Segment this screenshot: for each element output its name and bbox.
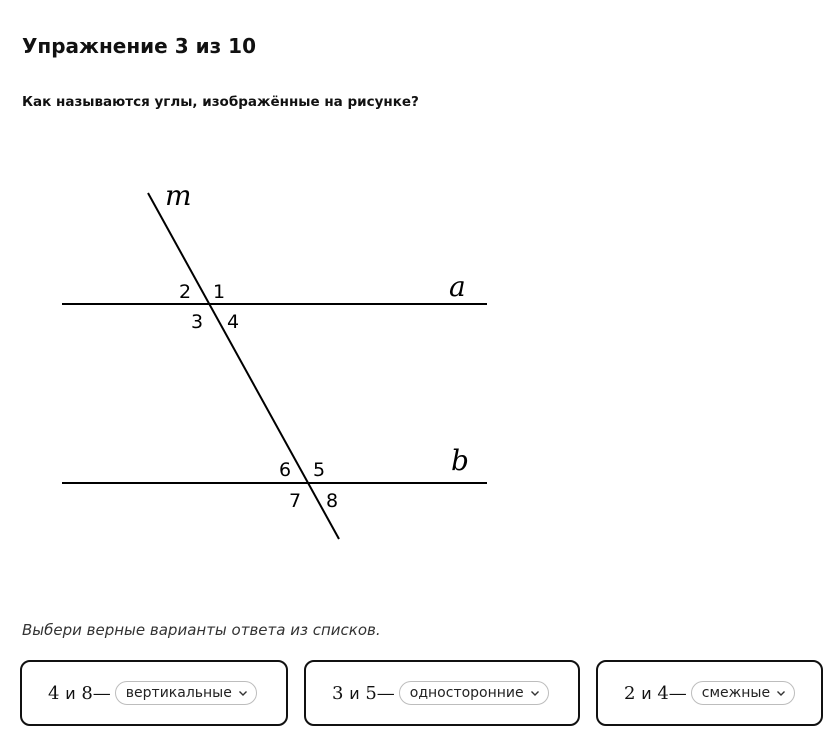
transversal-m <box>148 193 339 539</box>
angle-number: 8 <box>81 682 93 704</box>
dash: — <box>668 682 687 704</box>
angle-label-4: 4 <box>227 311 240 333</box>
chevron-down-icon <box>238 688 248 698</box>
answer-select-3[interactable] <box>691 681 795 705</box>
chevron-down-icon <box>776 688 786 698</box>
selected-value: вертикальные <box>125 685 232 701</box>
answer-card-1 <box>20 660 288 726</box>
angle-label-2: 2 <box>179 281 192 303</box>
dash: — <box>92 682 111 704</box>
label-a: a <box>449 270 466 303</box>
dash: — <box>376 682 395 704</box>
conjunction: и <box>65 683 76 703</box>
selected-value: смежные <box>701 685 771 701</box>
angle-label-1: 1 <box>213 281 226 303</box>
conjunction: и <box>349 683 360 703</box>
answer-select-1[interactable] <box>115 681 257 705</box>
exercise-title: Упражнение 3 из 10 <box>22 34 257 58</box>
angle-number: 4 <box>657 682 669 704</box>
chevron-down-icon <box>530 688 540 698</box>
angle-label-5: 5 <box>313 459 326 481</box>
answer-select-2[interactable] <box>399 681 549 705</box>
answer-card-2 <box>304 660 580 726</box>
angle-label-3: 3 <box>191 311 204 333</box>
answer-pair-label <box>48 683 111 704</box>
angle-number: 2 <box>624 682 636 704</box>
angle-label-8: 8 <box>326 490 339 512</box>
answer-pair-label <box>332 683 395 704</box>
angle-number: 3 <box>332 682 344 704</box>
answer-pair-label <box>624 683 687 704</box>
angle-label-7: 7 <box>289 490 302 512</box>
selected-value: односторонние <box>409 685 524 701</box>
angle-number: 4 <box>48 682 60 704</box>
conjunction: и <box>641 683 652 703</box>
label-b: b <box>451 444 469 477</box>
instruction-text: Выбери верные варианты ответа из списков. <box>22 621 381 639</box>
angle-label-6: 6 <box>279 459 292 481</box>
label-m: m <box>165 179 192 212</box>
angle-number: 5 <box>365 682 377 704</box>
question-text: Как называются углы, изображённые на рисунке? <box>22 94 419 110</box>
answer-card-3 <box>596 660 823 726</box>
